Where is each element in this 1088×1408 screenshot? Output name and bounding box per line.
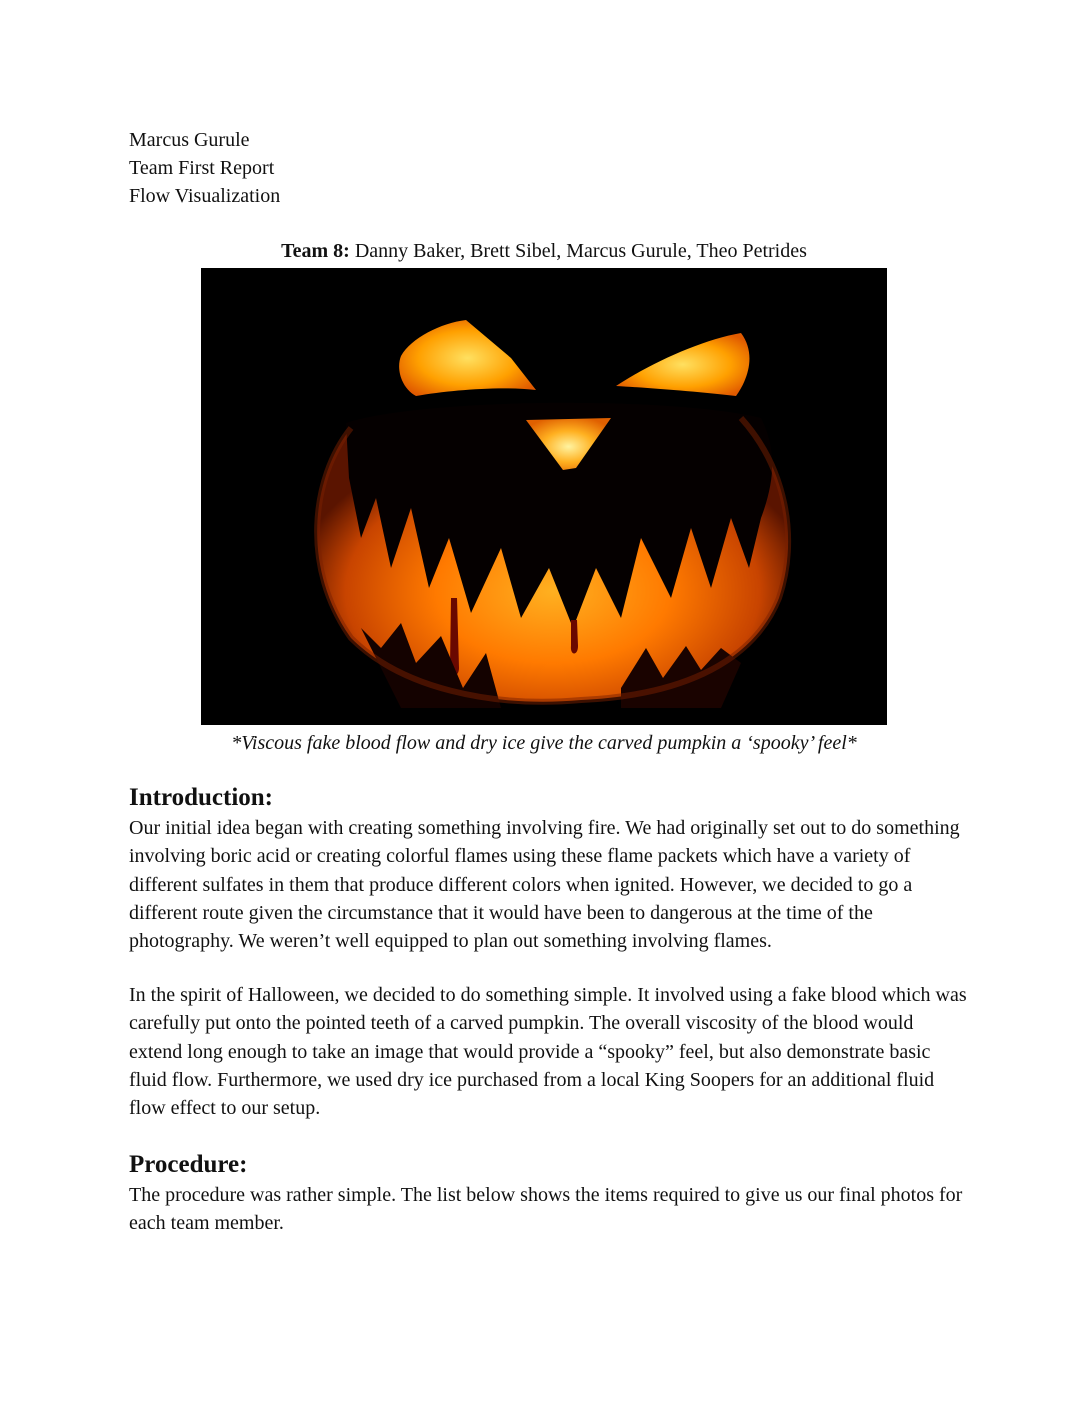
introduction-paragraph-1: Our initial idea began with creating something involving fire. We had originally set out to do something involving boric acid or creating colorful flames using these flame packets which have a variety of different sulfates in them that produce different colors when ignited. However, we decided to go a different route given the circumstance that it would have been to dangerous at the time of the photography. We weren’t well equipped to plan out something involving flames. (129, 817, 960, 953)
jack-o-lantern-image (201, 268, 887, 725)
document-header (129, 126, 280, 210)
introduction-heading: Introduction: (129, 784, 274, 811)
report-title: Team First Report (129, 157, 275, 179)
figure-caption: *Viscous fake blood flow and dry ice give the carved pumpkin a ‘spooky’ feel* (231, 732, 857, 754)
introduction-section-continued (129, 981, 969, 1122)
introduction-paragraph-2: In the spirit of Halloween, we decided to do something simple. It involved using a fake blood which was carefully put onto the pointed teeth of a carved pumpkin. The overall viscosity of the blood would extend long enough to take an image that would provide a “spooky” feel, but also demonstrate basic fluid flow. Furthermore, we used dry ice purchased from a local King Soopers for an additional fluid flow effect to our setup. (129, 984, 967, 1120)
author-name: Marcus Gurule (129, 129, 250, 151)
team-line (0, 238, 1088, 264)
pumpkin-photo (201, 268, 887, 725)
procedure-section (129, 1149, 969, 1238)
procedure-paragraph-1: The procedure was rather simple. The list below shows the items required to give us our final photos for each team member. (129, 1184, 963, 1235)
introduction-section (129, 782, 969, 955)
course-name: Flow Visualization (129, 185, 281, 207)
team-members: Danny Baker, Brett Sibel, Marcus Gurule, Theo Petrides (349, 240, 807, 262)
procedure-heading: Procedure: (129, 1151, 248, 1178)
team-label: Team 8: (281, 240, 350, 262)
blood-drip-right (571, 620, 578, 654)
